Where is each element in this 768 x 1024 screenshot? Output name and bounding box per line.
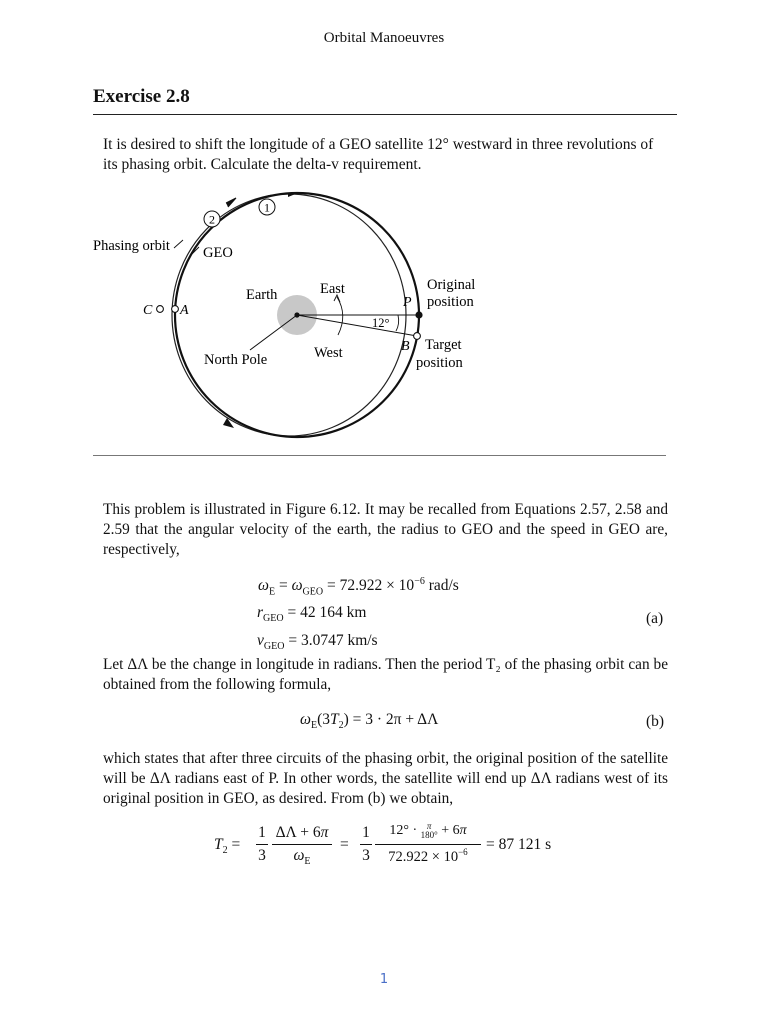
marker-2-label: 2 [209,212,215,227]
equation-b-number: (b) [646,713,665,730]
earth-label: Earth [246,287,278,303]
point-c-label: C [143,303,153,318]
top-rule [93,114,677,115]
running-header: Orbital Manoeuvres [323,30,445,46]
t2-one-third-den: 3 [258,847,266,864]
point-p-marker [415,311,422,318]
point-c-marker [157,306,164,313]
exercise-title: Exercise 2.8 [93,86,190,107]
point-p-label: P [403,295,412,310]
angle-arc [396,315,399,331]
solution-paragraph-1: This problem is illustrated in Figure 6.12. It may be recalled from Equations 2.57, 2.58 and 2.59 that the angular velocity of the earth, the radius to GEO and the speed in GEO are, respectively, [103,501,668,558]
orbit-diagram [88,190,508,445]
t2-fraction-bar-3 [360,844,372,845]
angle-label: 12° [372,316,390,330]
problem-statement: It is desired to shift the longitude of a GEO satellite 12° westward in three revolutions of its phasing orbit. Calculate the delta-v requirement. [103,136,654,173]
equation-v-rhs: = 3.0747 km/s [288,632,378,649]
t2-numerator-2: 12° · π 180° + 6π [389,821,467,840]
radius-to-b [297,315,417,336]
east-label: East [320,281,345,297]
t2-fraction-bar-2 [272,844,332,845]
t2-denominator: $\omega_E$ [293,847,311,868]
west-label: West [314,345,343,361]
equation-t2 [214,820,574,870]
solution-paragraph-3: which states that after three circuits of the phasing orbit, the original position of the satellite will be ΔΛ radians east of P. In other words, the satellite will end up ΔΛ radians west of its original position in GEO, as desired. From (b) we obtain, [103,750,668,807]
t2-one-third-num-2: 1 [362,824,370,841]
target-label-line2: position [416,355,463,371]
target-label-line1: Target [425,337,462,353]
equation-b-rhs: = 3 · 2π + ΔΛ [352,711,439,728]
t2-symbol: $T_2$ = [214,836,241,857]
equation-omega: $\omega_E = \omega_{GEO} = 72.922 \times 10^{-6}$ rad/s [258,576,459,598]
point-b-label: B [401,339,410,354]
phasing-arrow-top [226,198,236,207]
equation-omega-unit: rad/s [428,577,459,595]
equation-r-geo: $r_{GEO} = 42$ 164 km [257,604,367,625]
point-a-marker [172,306,179,313]
solution-paragraph-2: Let ΔΛ be the change in longitude in radians. Then the period T₂ of the phasing orbit can be obtained from the following formula, [103,656,668,693]
t2-denominator-2: $72.922 \times 10^{-6}$ [388,847,468,865]
north-pole-label: North Pole [204,352,268,368]
t2-equals: = [340,836,349,853]
equation-a-number: (a) [646,610,664,627]
equation-omega-exponent: −6 [414,576,425,587]
t2-result: = 87 121 s [486,836,552,853]
marker-1-label: 1 [264,200,270,215]
t2-one-third-den-2: 3 [362,847,370,864]
t2-one-third-num: 1 [258,824,266,841]
equation-b: $\omega_E(3T_2) = 3 \cdot 2\pi + \Delta\Lambda$ [300,711,439,732]
geo-label: GEO [203,245,233,261]
point-a-label: A [180,303,189,318]
original-label-line2: position [427,294,474,310]
page-number: 1 [379,972,389,987]
equation-v-geo: $v_{GEO} = 3.0747$ km/s [257,632,378,653]
t2-numerator: ΔΛ + 6π [275,824,329,841]
t2-fraction-bar-4 [375,844,481,845]
bottom-rule [93,455,666,456]
phasing-orbit-leader [174,240,183,248]
t2-fraction-bar-1 [256,844,268,845]
phasing-orbit-label: Phasing orbit [93,238,170,254]
equation-omega-rhs: = 72.922 × 10 [326,577,415,595]
original-label-line1: Original [427,277,476,293]
equation-r-rhs: = 42 164 km [287,604,367,621]
rotation-arc [337,297,343,335]
point-b-marker [414,333,421,340]
